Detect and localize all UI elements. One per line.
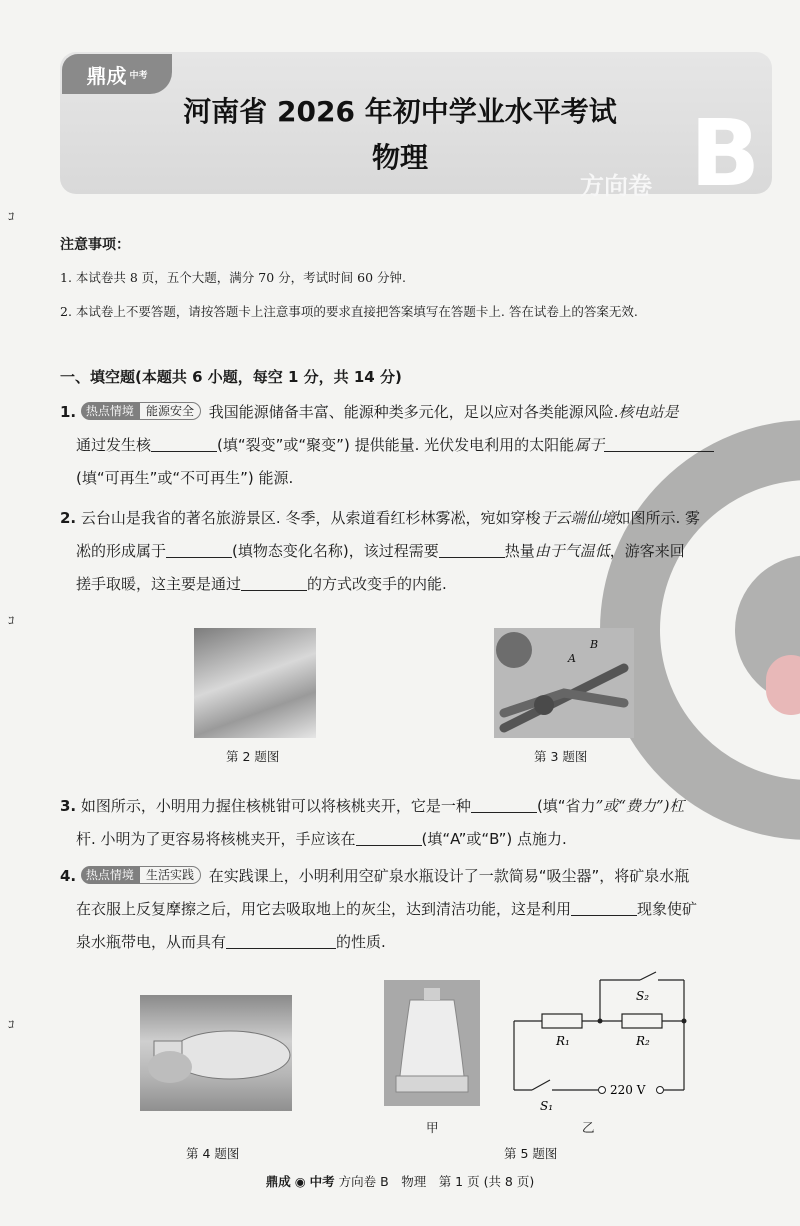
- handwritten-note: 属于: [574, 436, 605, 454]
- question-text: 热量: [504, 542, 535, 560]
- edge-mark: ｺ: [8, 614, 15, 629]
- label-r1: R₁: [556, 1034, 570, 1048]
- answer-blank: [604, 437, 714, 452]
- paper-type: 方向卷: [580, 172, 652, 200]
- answer-blank: [356, 831, 422, 846]
- answer-blank: [439, 543, 505, 558]
- exam-subject: 物理: [371, 141, 428, 174]
- footer-brand: 鼎成: [265, 1174, 291, 1189]
- handwritten-note: 于云端仙境: [540, 509, 616, 527]
- question-text: 凇的形成属于: [76, 542, 167, 560]
- question-text: 泉水瓶带电，从而具有: [76, 933, 227, 951]
- question-text: 在衣服上反复摩擦之后，用它去吸取地上的灰尘，达到清洁功能，这是利用: [76, 900, 572, 918]
- figure-4-caption: 第 4 题图: [186, 1146, 240, 1161]
- figure-2-caption: 第 2 题图: [226, 749, 280, 764]
- question-3: [60, 790, 780, 856]
- question-text: 的性质.: [336, 933, 386, 951]
- question-number: 2.: [60, 509, 77, 527]
- handwritten-note: 核电站是: [618, 403, 679, 421]
- question-4: [60, 860, 780, 959]
- paper-letter: B: [690, 100, 761, 207]
- label-voltage: 220 V: [610, 1083, 646, 1097]
- notice-title: 注意事项：: [60, 237, 130, 253]
- tag-topic: 能源安全: [139, 402, 201, 420]
- answer-blank: [166, 543, 232, 558]
- question-text: ，游客来回: [609, 542, 685, 560]
- answer-blank: [471, 798, 537, 813]
- question-text: (填“省力: [536, 797, 596, 815]
- nutcracker-illustration: [494, 628, 634, 738]
- question-text: 在实践课上，小明利用空矿泉水瓶设计了一款简易“吸尘器”，将矿泉水瓶: [208, 867, 690, 885]
- finger-shadow: [766, 655, 800, 715]
- question-number: 3.: [60, 797, 77, 815]
- answer-blank: [241, 576, 307, 591]
- figure-4-photo: [140, 995, 292, 1111]
- question-text: 现象使矿: [637, 900, 698, 918]
- brand-logo: 鼎成 中考: [62, 54, 172, 94]
- notice-item-2: 2. 本试卷上不要答题，请按答题卡上注意事项的要求直接把答案填写在答题卡上. 答在试卷上的答案无效.: [60, 304, 638, 319]
- question-text: (填“裂变”或“聚变”) 提供能量. 光伏发电利用的太阳能: [217, 436, 575, 454]
- question-number: 1.: [60, 403, 77, 421]
- kettle-illustration: [384, 980, 480, 1106]
- label-r2: R₂: [636, 1034, 650, 1048]
- question-text: 杆. 小明为了更容易将核桃夹开，手应该在: [76, 830, 356, 848]
- circuit-diagram: [506, 970, 696, 1120]
- notice-item-1: 1. 本试卷共 8 页，五个大题，满分 70 分，考试时间 60 分钟.: [60, 270, 406, 285]
- question-number: 4.: [60, 867, 77, 885]
- figure-2-photo: [194, 628, 316, 738]
- section-title: 一、填空题(本题共 6 小题，每空 1 分，共 14 分): [60, 368, 402, 386]
- question-text: 云台山是我省的著名旅游景区. 冬季，从索道看红杉林雾凇，宛如穿梭: [80, 509, 541, 527]
- question-1: [60, 396, 780, 495]
- answer-blank: [226, 934, 336, 949]
- label-s1: S₁: [540, 1099, 554, 1113]
- answer-blank: [151, 437, 217, 452]
- question-text: 如图所示，小明用力握住核桃钳可以将核桃夹开，它是一种: [80, 797, 471, 815]
- question-text: 我国能源储备丰富、能源种类多元化，足以应对各类能源风险.: [208, 403, 619, 421]
- question-text: (填“A”或“B”) 点施力.: [421, 830, 567, 848]
- question-text: 的方式改变手的内能.: [307, 575, 447, 593]
- handwritten-note: ”或“费力”)杠: [595, 797, 685, 815]
- footer-text: 方向卷 B 物理 第 1 页 (共 8 页): [338, 1174, 535, 1189]
- question-text: 搓手取暖，这主要是通过: [76, 575, 242, 593]
- exam-title: 河南省 2026 年初中学业水平考试: [183, 95, 617, 128]
- figure-5-caption: 第 5 题图: [504, 1146, 558, 1161]
- label-s2: S₂: [636, 989, 650, 1003]
- bottle-illustration: [140, 995, 292, 1111]
- label-a: A: [568, 652, 576, 665]
- answer-blank: [571, 901, 637, 916]
- figure-5-label-yi: 乙: [582, 1120, 595, 1135]
- tag-hot: 热点情境: [81, 402, 139, 420]
- question-2: [60, 502, 780, 601]
- tag-topic: 生活实践: [139, 866, 201, 884]
- figure-3-caption: 第 3 题图: [534, 749, 588, 764]
- footer-brand-2: 中考: [309, 1174, 335, 1189]
- page-footer: [0, 1172, 800, 1190]
- figure-5-label-jia: 甲: [426, 1120, 439, 1135]
- question-text: (填“可再生”或“不可再生”) 能源.: [76, 469, 294, 487]
- edge-mark: ｺ: [8, 1018, 15, 1033]
- figure-3-photo: [494, 628, 634, 738]
- handwritten-note: 由于气温低: [534, 542, 610, 560]
- edge-mark: ｺ: [8, 210, 15, 225]
- figure-5-kettle-photo: [384, 980, 480, 1106]
- question-text: (填物态变化名称)，该过程需要: [232, 542, 439, 560]
- question-text: 通过发生核: [76, 436, 152, 454]
- footer-logo-icon: ◉: [294, 1174, 306, 1189]
- question-text: 如图所示. 雾: [615, 509, 701, 527]
- tag-hot: 热点情境: [81, 866, 139, 884]
- label-b: B: [590, 638, 599, 651]
